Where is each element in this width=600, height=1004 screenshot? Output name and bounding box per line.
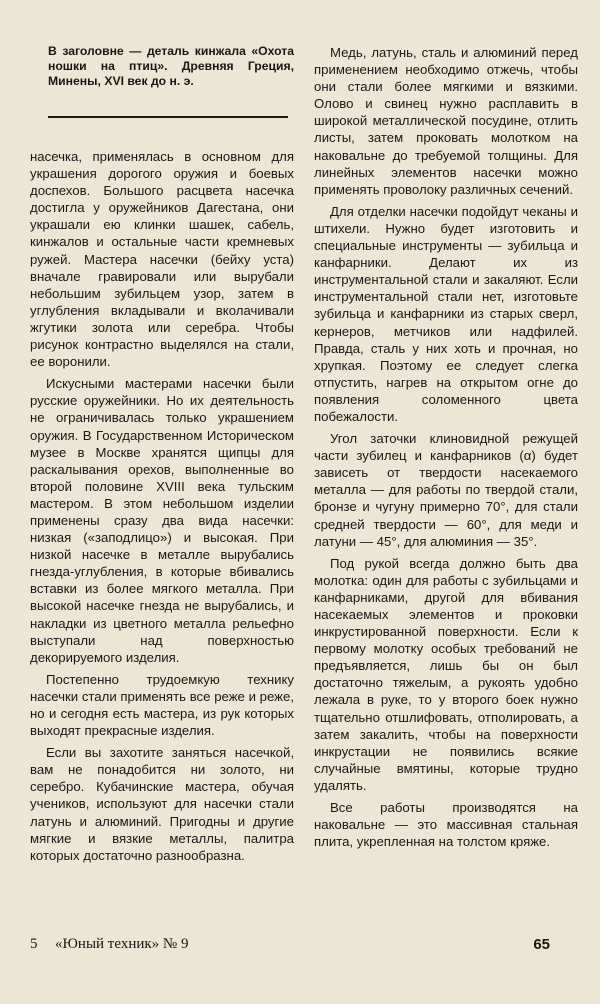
right-column bbox=[314, 44, 578, 855]
paragraph: Искусными мастерами насечки были русские оружейники. Но их деятельность не ограничивалась только украшением оружия. В Государственном Историческом музее в Москве хранятся щипцы для раскалывания орехов, выполненные во второй половине XVIII века тульским мастером. В этом небольшом изделии применены сразу два вида насечки: низкая («заподлицо») и высокая. При низкой насечке в металле вырубались гнезда-углубления, в которые вбивались вставки из более мягкого металла. При высокой насечке гнезда не вырубались, и накладки из цветного металла рельефно выступали над поверхностью декорируемого изделия. bbox=[30, 376, 294, 665]
paragraph: Если вы захотите заняться насечкой, вам не понадобится ни золото, ни серебро. Кубачинские мастера, обучая учеников, используют для насечки стали латунь и алюминий. Пригодны и другие мягкие и вязкие металлы, палитра которых достаточно разнообразна. bbox=[30, 745, 294, 863]
header-caption: В заголовне — деталь кинжала «Охота ношки на птиц». Древняя Греция, Минены, XVI век до н. э. bbox=[48, 44, 294, 88]
caption-divider bbox=[48, 116, 288, 118]
paragraph: Все работы производятся на наковальне — это массивная стальная плита, укрепленная на толстом кряже. bbox=[314, 800, 578, 850]
paragraph: Угол заточки клиновидной режущей части зубилец и канфарников (α) будет зависеть от твердости насекаемого металла — для работы по твердой стали, бронзе и чугуну примерно 70°, для стали средней твердости — 60°, для меди и латуни — 45°, для алюминия — 35°. bbox=[314, 431, 578, 549]
paragraph: Медь, латунь, сталь и алюминий перед применением необходимо отжечь, чтобы они стали более мягкими и вязкими. Олово и свинец нужно расплавить в широкой металлической посудине, отлить листы, затем проковать молотком на наковальне до требуемой толщины. Для линейных элементов насечки можно применять проволоку различных сечений. bbox=[314, 45, 578, 197]
left-column bbox=[30, 44, 294, 869]
print-signature: 5 bbox=[30, 936, 38, 952]
journal-title: «Юный техник» № 9 bbox=[55, 936, 189, 952]
paragraph: насечка, применялась в основном для украшения дорогого оружия и боевых доспехов. Большого расцвета насечка достигла у оружейников Дагестана, они украшали ею клинки шашек, сабель, кинжалов и остальные части кремневых ружей. Мастера насечки (бейху уста) вначале гравировали или вырубали небольшим зубильцем узор, затем в углубления вкладывали и вколачивали жгутики золота или серебра. Чтобы рисунок контрастно выделялся на стали, ее воронили. bbox=[30, 149, 294, 370]
paragraph: Для отделки насечки подойдут чеканы и штихели. Нужно будет изготовить и специальные инструменты — зубильца и канфарники. Делают их из инструментальной стали и закаляют. Если инструментальной стали нет, изготовьте зубильца и канфарники из старых сверл, кернеров, метчиков или надфилей. Правда, сталь у них хоть и прочная, но хрупкая. Поэтому ее следует слегка отпустить, нагрев на открытом огне до появления соломенного цвета побежалости. bbox=[314, 203, 578, 424]
page-number: 65 bbox=[533, 936, 550, 953]
paragraph: Постепенно трудоемкую технику насечки стали применять все реже и реже, но и сегодня есть мастера, из рук которых выходят прекрасные изделия. bbox=[30, 671, 294, 739]
paragraph: Под рукой всегда должно быть два молотка: один для работы с зубильцами и канфарниками, другой для вбивания насекаемых элементов и проковки инкрустированной поверхности. Если к первому молотку особых требований не предъявляется, лишь бы он был достаточно тяжелым, а рукоять удобно лежала в руке, то у второго боек нужно тщательно отшлифовать, отполировать, а затем закалить, чтобы на поверхности инкрустации не появились всякие случайные вмятины, которые трудно удалять. bbox=[314, 555, 578, 793]
